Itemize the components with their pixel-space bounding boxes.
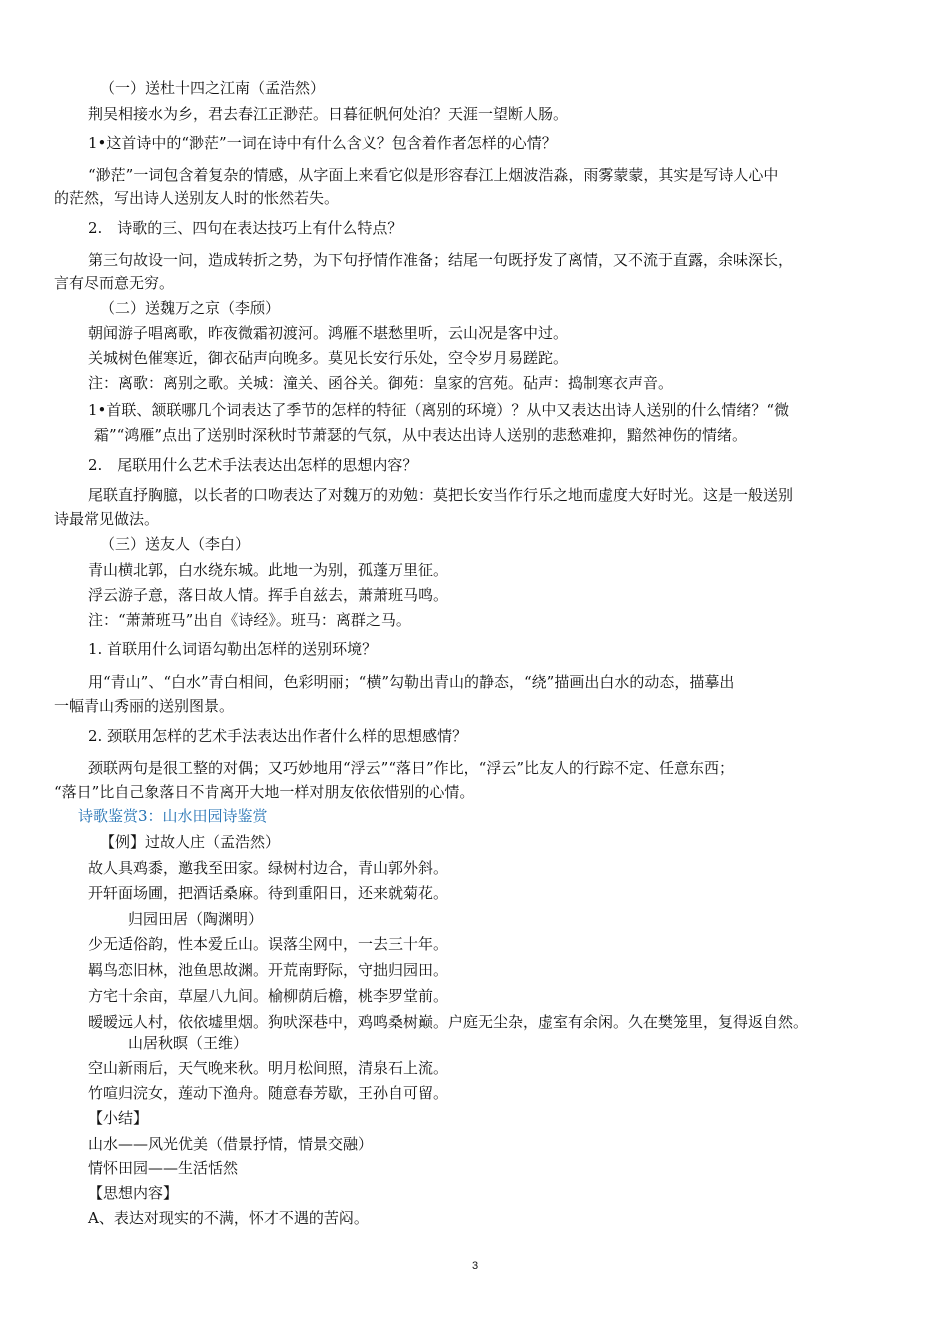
poem-text: 故人具鸡黍，邀我至田家。绿树村边合，青山郭外斜。: [88, 859, 449, 877]
poem-text: 少无适俗韵，性本爱丘山。误落尘网中，一去三十年。: [88, 935, 449, 953]
summary-text: 山水——风光优美（借景抒情，情景交融）: [88, 1135, 374, 1153]
poem-title: 归园田居（陶渊明）: [128, 910, 264, 928]
note: 注：“萧萧班马”出自《诗经》。班马：离群之马。: [88, 611, 411, 629]
poem-text: 羁鸟恋旧林，池鱼思故渊。开荒南野际，守拙归园田。: [88, 961, 449, 979]
summary-text: 情怀田园——生活恬然: [88, 1159, 239, 1177]
answer: “渺茫”一词包含着复杂的情感，从字面上来看它似是形容春江上烟波浩淼，雨雾蒙蒙，其实是写诗人心中: [88, 166, 779, 184]
poem-text: 荆吴相接水为乡，君去春江正渺茫。日暮征帆何处泊？天涯一望断人肠。: [88, 105, 569, 123]
poem-title: （三）送友人（李白）: [100, 535, 251, 553]
poem-title: 山居秋暝（王维）: [128, 1034, 249, 1052]
subheading: 【小结】: [88, 1109, 149, 1127]
answer: 第三句故设一问，造成转折之势，为下句抒情作准备；结尾一句既抒发了离情，又不流于直露，余味深长，: [88, 251, 794, 269]
answer: 霜”“鸿雁”点出了送别时深秋时节萧瑟的气氛，从中表达出诗人送别的悲愁难抑，黯然神伤的情绪。: [94, 426, 748, 444]
poem-text: 青山横北郭，白水绕东城。此地一为别，孤蓬万里征。: [88, 561, 449, 579]
question: 1. 首联用什么词语勾勒出怎样的送别环境？: [88, 640, 378, 658]
question: 1•这首诗中的“渺茫”一词在诗中有什么含义？包含着作者怎样的心情？: [88, 134, 557, 152]
poem-text: 朝闻游子唱离歌，昨夜微霜初渡河。鸿雁不堪愁里听，云山况是客中过。: [88, 324, 569, 342]
summary-text: A、表达对现实的不满，怀才不遇的苦闷。: [88, 1209, 369, 1227]
question: 2. 诗歌的三、四句在表达技巧上有什么特点？: [88, 219, 403, 237]
poem-text: 暧暧远人村，依依墟里烟。狗吠深巷中，鸡鸣桑树巅。户庭无尘杂，虚室有余闲。久在樊笼里，复得返自然。: [88, 1013, 809, 1031]
answer: 尾联直抒胸臆，以长者的口吻表达了对魏万的劝勉：莫把长安当作行乐之地而虚度大好时光。这是一般送别: [88, 486, 794, 504]
answer: “落日”比自己象落日不肯离开大地一样对朋友依依惜别的心情。: [54, 783, 475, 801]
note: 注：离歌：离别之歌。关城：潼关、函谷关。御苑：皇家的宫苑。砧声：捣制寒衣声音。: [88, 374, 674, 392]
answer: 诗最常见做法。: [54, 510, 160, 528]
answer: 颈联两句是很工整的对偶；又巧妙地用“浮云”“落日”作比，“浮云”比友人的行踪不定、任意东西；: [88, 759, 735, 777]
poem-text: 浮云游子意，落日故人情。挥手自兹去，萧萧班马鸣。: [88, 586, 449, 604]
poem-text: 方宅十余亩，草屋八九间。榆柳荫后檐，桃李罗堂前。: [88, 987, 449, 1005]
answer: 言有尽而意无穷。: [54, 274, 175, 292]
question: 1•首联、颔联哪几个词表达了季节的怎样的特征（离别的环境）？从中又表达出诗人送别的什么情绪？“微: [88, 401, 790, 419]
poem-title: （一）送杜十四之江南（孟浩然）: [100, 79, 326, 97]
poem-text: 开轩面场圃，把酒话桑麻。待到重阳日，还来就菊花。: [88, 884, 449, 902]
poem-text: 空山新雨后，天气晚来秋。明月松间照，清泉石上流。: [88, 1059, 449, 1077]
poem-title: （二）送魏万之京（李颀）: [100, 299, 281, 317]
poem-text: 关城树色催寒近，御衣砧声向晚多。莫见长安行乐处，空令岁月易蹉跎。: [88, 349, 569, 367]
subheading: 【思想内容】: [88, 1184, 179, 1202]
question: 2. 尾联用什么艺术手法表达出怎样的思想内容？: [88, 456, 418, 474]
section-heading: 诗歌鉴赏3：山水田园诗鉴赏: [78, 807, 268, 825]
answer: 的茫然，写出诗人送别友人时的怅然若失。: [54, 189, 340, 207]
poem-title: 【例】过故人庄（孟浩然）: [100, 833, 281, 851]
poem-text: 竹喧归浣女，莲动下渔舟。随意春芳歇，王孙自可留。: [88, 1084, 449, 1102]
question: 2. 颈联用怎样的艺术手法表达出作者什么样的思想感情？: [88, 727, 468, 745]
answer: 一幅青山秀丽的送别图景。: [54, 697, 235, 715]
answer: 用“青山”、“白水”青白相间，色彩明丽；“横”勾勒出青山的静态，“绕”描画出白水的动态，描摹出: [88, 673, 735, 691]
page-number: 3: [471, 1260, 479, 1272]
